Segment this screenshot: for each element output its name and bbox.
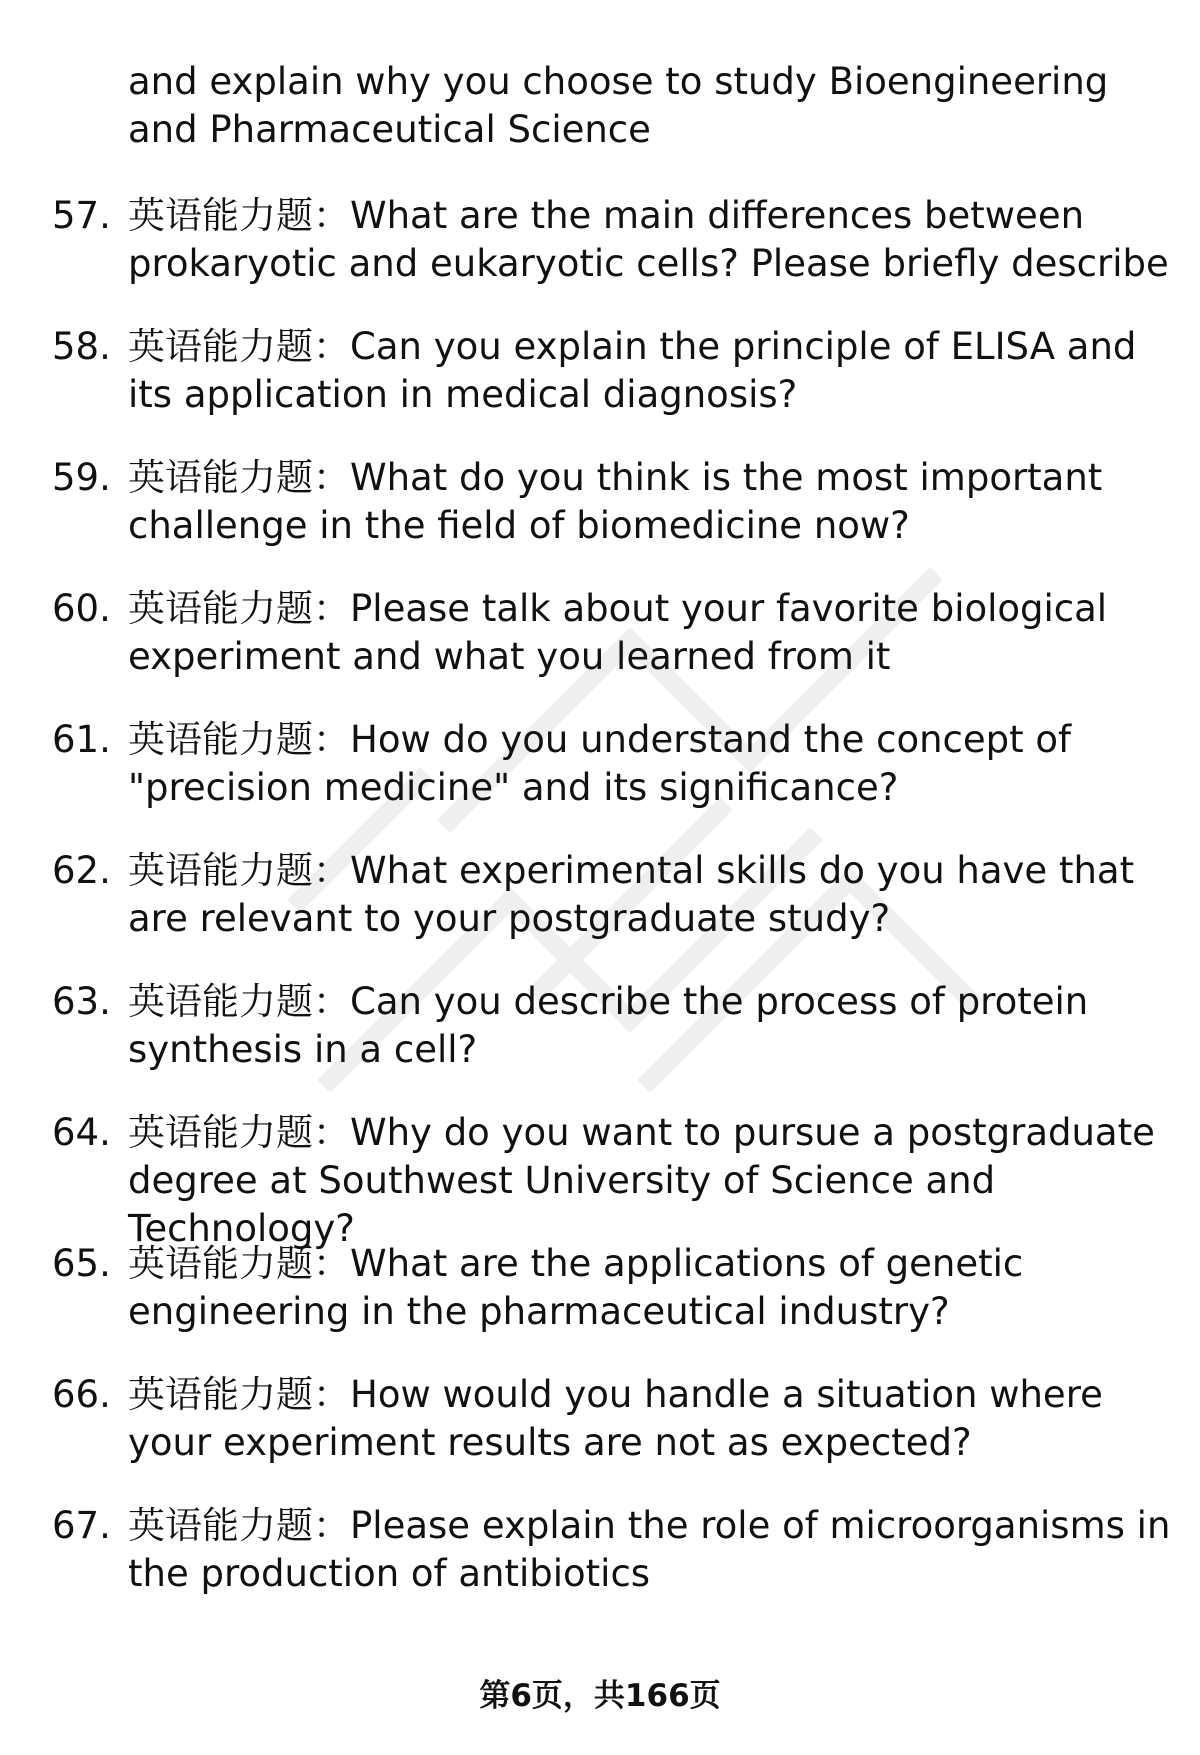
question-body: What are the applications of genetic engineering in the pharmaceutical industry? xyxy=(128,1242,1024,1333)
question-category: 英语能力题： xyxy=(128,1373,350,1416)
question-body: How do you understand the concept of "precision medicine" and its significance? xyxy=(128,718,1072,809)
question-category: 英语能力题： xyxy=(128,1111,350,1154)
question-number: 59. xyxy=(52,456,111,499)
continuation-text: and explain why you choose to study Bioengineering and Pharmaceutical Science xyxy=(128,60,1109,151)
question-list xyxy=(0,192,1200,1633)
question-number: 60. xyxy=(52,587,111,630)
question-number: 63. xyxy=(52,980,111,1023)
question-number: 57. xyxy=(52,194,111,237)
question-item-60 xyxy=(0,585,1200,716)
question-body: Please explain the role of microorganisms in the production of antibiotics xyxy=(128,1504,1171,1595)
question-item-62 xyxy=(0,847,1200,978)
question-item-64 xyxy=(0,1109,1200,1250)
question-item-57 xyxy=(0,192,1200,323)
question-text xyxy=(128,454,1178,550)
question-category: 英语能力题： xyxy=(128,1242,350,1285)
question-text xyxy=(128,1371,1178,1467)
question-item-63 xyxy=(0,978,1200,1109)
question-item-59 xyxy=(0,454,1200,585)
question-number: 62. xyxy=(52,849,111,892)
question-text xyxy=(128,585,1178,681)
question-number: 66. xyxy=(52,1373,111,1416)
question-text xyxy=(128,1240,1178,1336)
page-footer: 第6页，共166页 xyxy=(479,1678,721,1714)
question-body: What experimental skills do you have that are relevant to your postgraduate study? xyxy=(128,849,1135,940)
question-text xyxy=(128,1109,1178,1253)
question-number: 58. xyxy=(52,325,111,368)
question-category: 英语能力题： xyxy=(128,980,350,1023)
question-item-65 xyxy=(0,1240,1200,1371)
question-body: What do you think is the most important challenge in the field of biomedicine now? xyxy=(128,456,1103,547)
question-category: 英语能力题： xyxy=(128,194,350,237)
question-number: 64. xyxy=(52,1111,111,1154)
question-category: 英语能力题： xyxy=(128,325,350,368)
question-item-67 xyxy=(0,1502,1200,1633)
question-category: 英语能力题： xyxy=(128,1504,350,1547)
question-text xyxy=(128,192,1178,288)
question-category: 英语能力题： xyxy=(128,456,350,499)
question-number: 61. xyxy=(52,718,111,761)
question-text xyxy=(128,978,1178,1074)
question-item-61 xyxy=(0,716,1200,847)
question-body: Why do you want to pursue a postgraduate degree at Southwest University of Science and Technology? xyxy=(128,1111,1155,1250)
question-category: 英语能力题： xyxy=(128,718,350,761)
question-body: Can you describe the process of protein synthesis in a cell? xyxy=(128,980,1089,1071)
question-item-58 xyxy=(0,323,1200,454)
question-item-66 xyxy=(0,1371,1200,1502)
question-body: Can you explain the principle of ELISA and its application in medical diagnosis? xyxy=(128,325,1137,416)
question-body: What are the main differences between prokaryotic and eukaryotic cells? Please briefly describe xyxy=(128,194,1169,285)
question-text xyxy=(128,323,1178,419)
question-text xyxy=(128,847,1178,943)
question-category: 英语能力题： xyxy=(128,587,350,630)
question-number: 65. xyxy=(52,1242,111,1285)
question-number: 67. xyxy=(52,1504,111,1547)
question-body: Please talk about your favorite biological experiment and what you learned from it xyxy=(128,587,1108,678)
question-body: How would you handle a situation where your experiment results are not as expected? xyxy=(128,1373,1103,1464)
question-text xyxy=(128,716,1178,812)
question-category: 英语能力题： xyxy=(128,849,350,892)
question-text xyxy=(128,1502,1178,1598)
